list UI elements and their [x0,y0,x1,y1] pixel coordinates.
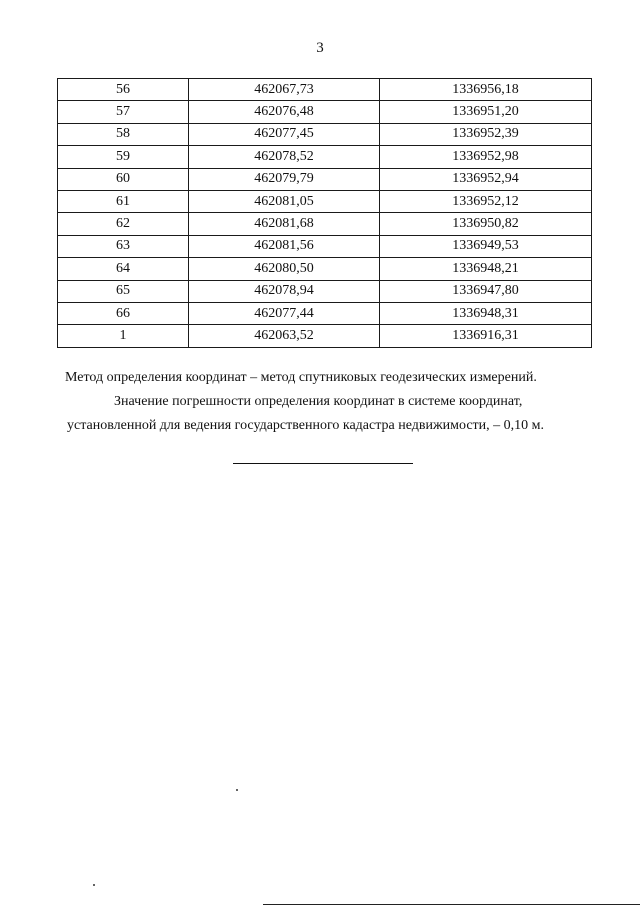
scan-speck [93,884,95,886]
table-row [58,123,592,145]
x-coordinate-cell: 462081,56 [189,235,380,257]
table-row [58,146,592,168]
x-coordinate-cell: 462078,94 [189,280,380,302]
y-coordinate-cell: 1336948,31 [380,302,592,324]
point-number-cell: 57 [58,101,189,123]
y-coordinate-cell: 1336952,39 [380,123,592,145]
method-text: Метод определения координат – метод спутниковых геодезических измерений. [65,370,537,385]
x-coordinate-cell: 462063,52 [189,325,380,347]
y-coordinate-cell: 1336952,98 [380,146,592,168]
point-number-cell: 64 [58,258,189,280]
accuracy-text-line-1: Значение погрешности определения координат в системе координат, [114,394,523,409]
y-coordinate-cell: 1336949,53 [380,235,592,257]
point-number-cell: 1 [58,325,189,347]
point-number-cell: 56 [58,79,189,101]
page-number: 3 [316,40,324,56]
table-row [58,168,592,190]
y-coordinate-cell: 1336916,31 [380,325,592,347]
x-coordinate-cell: 462081,05 [189,190,380,212]
point-number-cell: 61 [58,190,189,212]
y-coordinate-cell: 1336952,12 [380,190,592,212]
x-coordinate-cell: 462067,73 [189,79,380,101]
y-coordinate-cell: 1336951,20 [380,101,592,123]
x-coordinate-cell: 462078,52 [189,146,380,168]
y-coordinate-cell: 1336956,18 [380,79,592,101]
point-number-cell: 63 [58,235,189,257]
table-row [58,280,592,302]
separator-line [233,463,413,464]
table-row [58,235,592,257]
y-coordinate-cell: 1336947,80 [380,280,592,302]
x-coordinate-cell: 462076,48 [189,101,380,123]
table-row [58,79,592,101]
point-number-cell: 66 [58,302,189,324]
table-row [58,258,592,280]
y-coordinate-cell: 1336952,94 [380,168,592,190]
scan-speck [236,789,238,791]
table-row [58,213,592,235]
x-coordinate-cell: 462077,45 [189,123,380,145]
x-coordinate-cell: 462080,50 [189,258,380,280]
point-number-cell: 60 [58,168,189,190]
y-coordinate-cell: 1336948,21 [380,258,592,280]
point-number-cell: 62 [58,213,189,235]
table-row [58,101,592,123]
table-row [58,325,592,347]
point-number-cell: 58 [58,123,189,145]
point-number-cell: 65 [58,280,189,302]
x-coordinate-cell: 462079,79 [189,168,380,190]
x-coordinate-cell: 462077,44 [189,302,380,324]
x-coordinate-cell: 462081,68 [189,213,380,235]
table-row [58,302,592,324]
coordinates-table-body [58,79,592,348]
table-row [58,190,592,212]
coordinates-table [57,78,592,348]
accuracy-text-line-2: установленной для ведения государственного кадастра недвижимости, – 0,10 м. [67,418,545,433]
point-number-cell: 59 [58,146,189,168]
y-coordinate-cell: 1336950,82 [380,213,592,235]
